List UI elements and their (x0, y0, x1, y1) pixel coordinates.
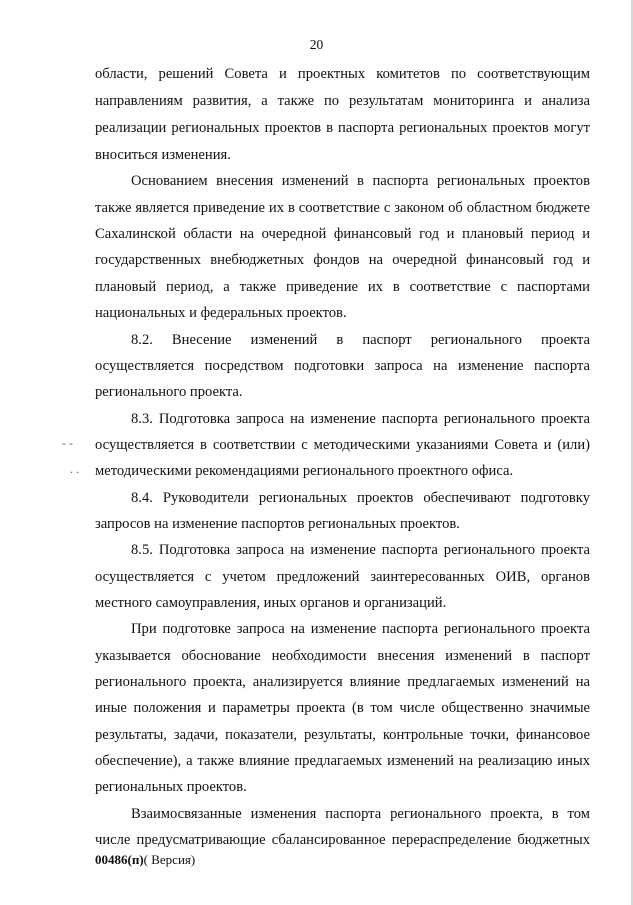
text-line: обеспечение), а также влияние предлагаемых изменений на реализацию иных (95, 753, 590, 769)
text-line: также является приведение их в соответствие с законом об областном бюджете (95, 200, 590, 216)
text-line: направлениям развития, а также по результатам мониторинга и анализа (95, 93, 590, 109)
text-line: осуществляется в соответствии с методическими указаниями Совета и (или) (95, 437, 590, 453)
text-line: иные положения и параметры проекта (в том числе общественно значимые (95, 700, 590, 716)
page-number: 20 (309, 37, 324, 52)
document-version: ( Версия) (143, 852, 196, 867)
footer (95, 852, 195, 868)
text-line: Сахалинской области на очередной финансовый год и плановый период и (95, 226, 590, 242)
text-line: числе предусматривающие сбалансированное перераспределение бюджетных (95, 832, 590, 848)
text-line: государственных внебюджетных фондов на очередной финансовый год и (95, 252, 590, 268)
text-line: указывается обоснование необходимости внесения изменений в паспорт (95, 648, 590, 664)
text-line: национальных и федеральных проектов. (95, 305, 347, 321)
text-line: осуществляется с учетом предложений заинтересованных ОИВ, органов (95, 569, 590, 585)
text-line: 8.4. Руководители региональных проектов обеспечивают подготовку (131, 490, 590, 506)
text-line: местного самоуправления, иных органов и организаций. (95, 595, 447, 611)
text-line: 8.5. Подготовка запроса на изменение паспорта регионального проекта (131, 542, 590, 558)
text-line: При подготовке запроса на изменение паспорта регионального проекта (131, 621, 590, 637)
text-line: регионального проекта. (95, 384, 243, 400)
text-line: области, решений Совета и проектных комитетов по соответствующим (95, 66, 590, 82)
text-line: методическими рекомендациями регионального проектного офиса. (95, 463, 514, 479)
text-line: осуществляется посредством подготовки запроса на изменение паспорта (95, 358, 590, 374)
margin-mark: - - (62, 436, 73, 450)
text-line: региональных проектов. (95, 779, 247, 795)
text-line: регионального проекта, анализируется влияние предлагаемых изменений на (95, 674, 590, 690)
text-line: Взаимосвязанные изменения паспорта регионального проекта, в том (131, 806, 590, 822)
text-line: вноситься изменения. (95, 147, 231, 163)
text-line: запросов на изменение паспортов региональных проектов. (95, 516, 460, 532)
text-line: Основанием внесения изменений в паспорта региональных проектов (131, 173, 590, 189)
text-line: реализации региональных проектов в паспорта региональных проектов могут (95, 120, 590, 136)
margin-mark: . . (70, 462, 79, 476)
document-code: 00486(п) (95, 852, 144, 867)
text-line: 8.3. Подготовка запроса на изменение паспорта регионального проекта (131, 411, 590, 427)
text-line: результаты, задачи, показатели, результаты, контрольные точки, финансовое (95, 727, 590, 743)
text-line: 8.2. Внесение изменений в паспорт регионального проекта (131, 332, 590, 348)
text-line: плановый период, а также приведение их в соответствие с паспортами (95, 279, 590, 295)
